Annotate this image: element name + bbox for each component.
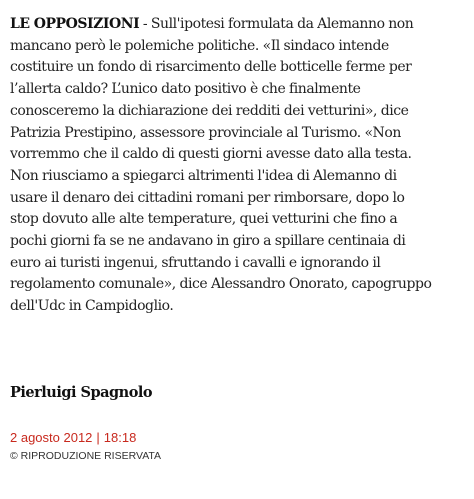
article-line: regolamento comunale», dice Alessandro Onorato, capogruppo (10, 276, 432, 293)
copyright-notice: © RIPRODUZIONE RISERVATA (10, 450, 162, 462)
article-line: conosceremo la dichiarazione dei redditi dei vetturini», dice (10, 102, 409, 119)
article-body (10, 14, 474, 318)
article-line: usare il denaro dei cittadini romani per rimborsare, dopo lo (10, 189, 405, 206)
article-line: l’allerta caldo? L’unico dato positivo è che finalmente (10, 81, 361, 98)
article-line: Patrizia Prestipino, assessore provinciale al Turismo. «Non (10, 124, 401, 141)
article-meta (10, 430, 136, 445)
article-line: stop dovuto alle alte temperature, quei vetturini che fino a (10, 211, 398, 228)
article-line: euro ai turisti ingenui, sfruttando i cavalli e ignorando il (10, 254, 381, 271)
article-line (10, 14, 474, 36)
lead-heading: LE OPPOSIZIONI (10, 16, 140, 32)
meta-separator: | (96, 430, 100, 445)
publish-time: 18:18 (103, 430, 137, 445)
article-line: dell'Udc in Campidoglio. (10, 298, 174, 315)
article-line: costituire un fondo di risarcimento delle botticelle ferme per (10, 59, 412, 76)
author-name[interactable]: Pierluigi Spagnolo (10, 384, 153, 401)
article-line: mancano però le polemiche politiche. «Il sindaco intende (10, 37, 389, 54)
lead-text: - Sull'ipotesi formulata da Alemanno non (139, 16, 414, 32)
article-line: Non riusciamo a spiegarci altrimenti l'idea di Alemanno di (10, 167, 397, 184)
article-line: vorremmo che il caldo di questi giorni avesse dato alla testa. (10, 146, 412, 163)
publish-date: 2 agosto 2012 (10, 430, 93, 445)
article-line: pochi giorni fa se ne andavano in giro a spillare centinaia di (10, 233, 406, 250)
